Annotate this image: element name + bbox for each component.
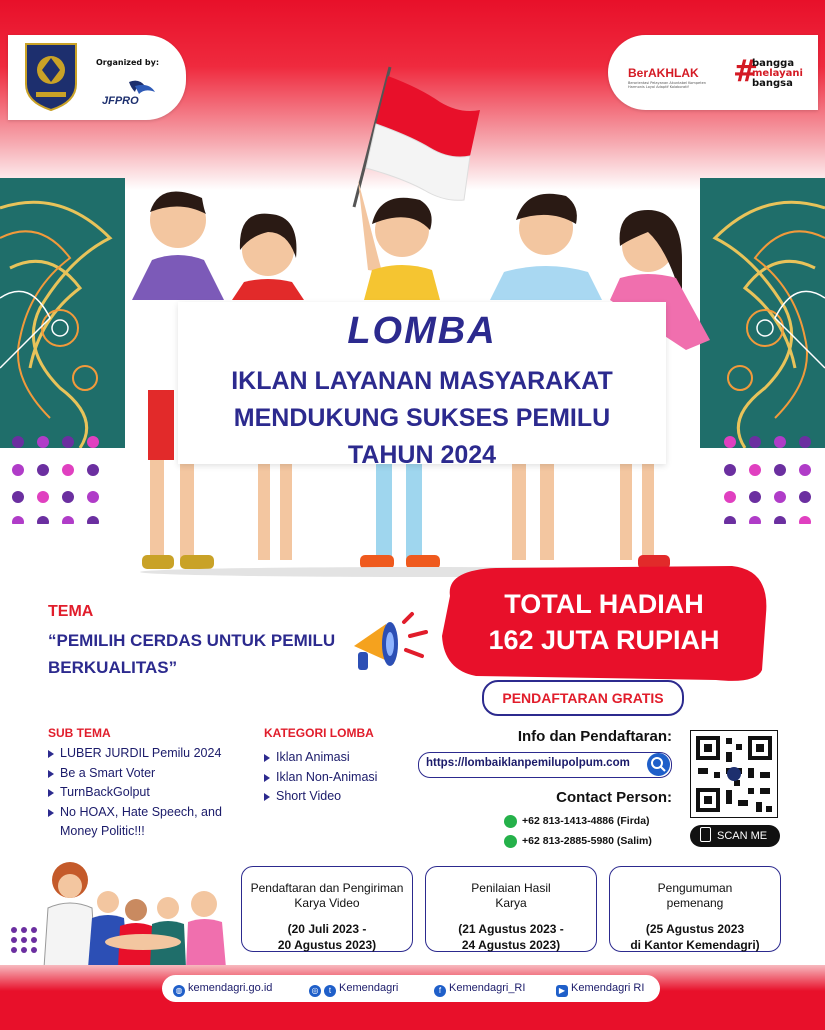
kategori-lomba-label: KATEGORI LOMBA: [264, 726, 374, 740]
tema-text: “PEMILIH CERDAS UNTUK PEMILU BERKUALITAS”: [48, 631, 336, 677]
total-hadiah-line-2: 162 JUTA RUPIAH: [488, 625, 720, 655]
qr-code[interactable]: [690, 730, 778, 818]
timeline-date-end: di Kantor Kemendagri): [630, 938, 760, 952]
contact-phone-1[interactable]: +62 813-1413-4886 (Firda): [522, 815, 650, 827]
sub-tema-item: TurnBackGolput: [48, 783, 248, 803]
tema-label: TEMA: [48, 603, 94, 620]
contact-phone-2[interactable]: +62 813-2885-5980 (Salim): [522, 835, 652, 847]
whatsapp-icon: [504, 815, 517, 828]
kategori-list: [264, 748, 414, 807]
total-hadiah-line-1: TOTAL HADIAH: [504, 589, 704, 619]
phone-icon: [700, 827, 711, 842]
pendaftaran-gratis-badge: PENDAFTARAN GRATIS: [482, 680, 684, 716]
bangsa-word: bangsa: [752, 78, 793, 89]
registration-url[interactable]: https://lombaiklanpemilupolpum.com: [426, 757, 630, 769]
facebook-icon: f: [434, 985, 446, 997]
timeline-date-start: (25 Agustus 2023: [645, 922, 745, 936]
globe-icon: ◍: [173, 985, 185, 997]
kategori-item: Iklan Non-Animasi: [264, 768, 414, 788]
website-link[interactable]: [173, 982, 272, 997]
whatsapp-icon: [504, 835, 517, 848]
bangga-word: bangga: [752, 58, 795, 69]
instagram-twitter-link[interactable]: [309, 982, 398, 997]
berakhlak-subtitle: Berorientasi Pelayanan Akuntabel Kompeten Harmonis Loyal Adaptif Kolaboratif: [628, 81, 706, 89]
scan-me-label: SCAN ME: [717, 830, 768, 842]
hashtag-icon: #: [733, 54, 759, 89]
scan-me-button[interactable]: [690, 825, 780, 847]
website-link-label: kemendagri.go.id: [188, 982, 273, 994]
organized-by-label: Organized by:: [96, 58, 160, 67]
sub-tema-item: LUBER JURDIL Pemilu 2024: [48, 744, 248, 764]
instagram-icon: ◎: [309, 985, 321, 997]
timeline-date-end: 24 Agustus 2023): [461, 938, 561, 952]
youtube-link[interactable]: [556, 982, 644, 997]
total-hadiah: [444, 586, 764, 658]
batik-pattern-left: [0, 178, 125, 448]
dot-grid-right: [722, 434, 825, 524]
facebook-link[interactable]: [434, 982, 525, 997]
twitter-icon: t: [324, 985, 336, 997]
sub-tema-label: SUB TEMA: [48, 726, 111, 740]
search-icon: [647, 753, 670, 776]
melayani-word: melayani: [752, 68, 803, 79]
banner-title-line-2: MENDUKUNG SUKSES PEMILU: [233, 404, 611, 432]
sub-tema-item: No HOAX, Hate Speech, and Money Politic!!!: [48, 803, 248, 842]
info-pendaftaran-label: Info dan Pendaftaran:: [517, 728, 672, 745]
dot-grid-left: [10, 434, 120, 524]
megaphone-icon: [346, 610, 436, 680]
teamwork-illustration: [8, 858, 238, 968]
timeline-title: Penilaian Hasil Karya: [471, 881, 551, 910]
lomba-title: LOMBA: [347, 310, 497, 352]
timeline-card-pendaftaran: [241, 866, 413, 952]
banner-title-line-3: TAHUN 2024: [347, 441, 497, 469]
kemendagri-emblem-icon: [22, 40, 80, 112]
timeline-card-pengumuman: [609, 866, 781, 952]
kategori-item: Iklan Animasi: [264, 748, 414, 768]
youtube-icon: ▶: [556, 985, 568, 997]
timeline-date-start: (21 Agustus 2023 -: [458, 922, 564, 936]
sub-tema-item: Be a Smart Voter: [48, 764, 248, 784]
timeline-title: Pengumuman pemenang: [657, 881, 733, 910]
jfpro-text: JFPRO: [102, 95, 139, 107]
sub-tema-list: [48, 744, 248, 842]
instagram-twitter-label: Kemendagri: [339, 982, 399, 994]
facebook-label: Kemendagri_RI: [449, 982, 526, 994]
banner-title-line-1: IKLAN LAYANAN MASYARAKAT: [231, 367, 613, 395]
contact-person-label: Contact Person:: [556, 789, 672, 806]
timeline-date-end: 20 Agustus 2023): [277, 938, 377, 952]
timeline-card-penilaian: [425, 866, 597, 952]
berakhlak-logo: BerAKHLAK: [628, 66, 699, 80]
timeline-title: Pendaftaran dan Pengiriman Karya Video: [250, 881, 404, 910]
search-button[interactable]: [647, 753, 670, 776]
timeline-date-start: (20 Juli 2023 -: [287, 922, 367, 936]
kategori-item: Short Video: [264, 787, 414, 807]
youtube-label: Kemendagri RI: [571, 982, 645, 994]
